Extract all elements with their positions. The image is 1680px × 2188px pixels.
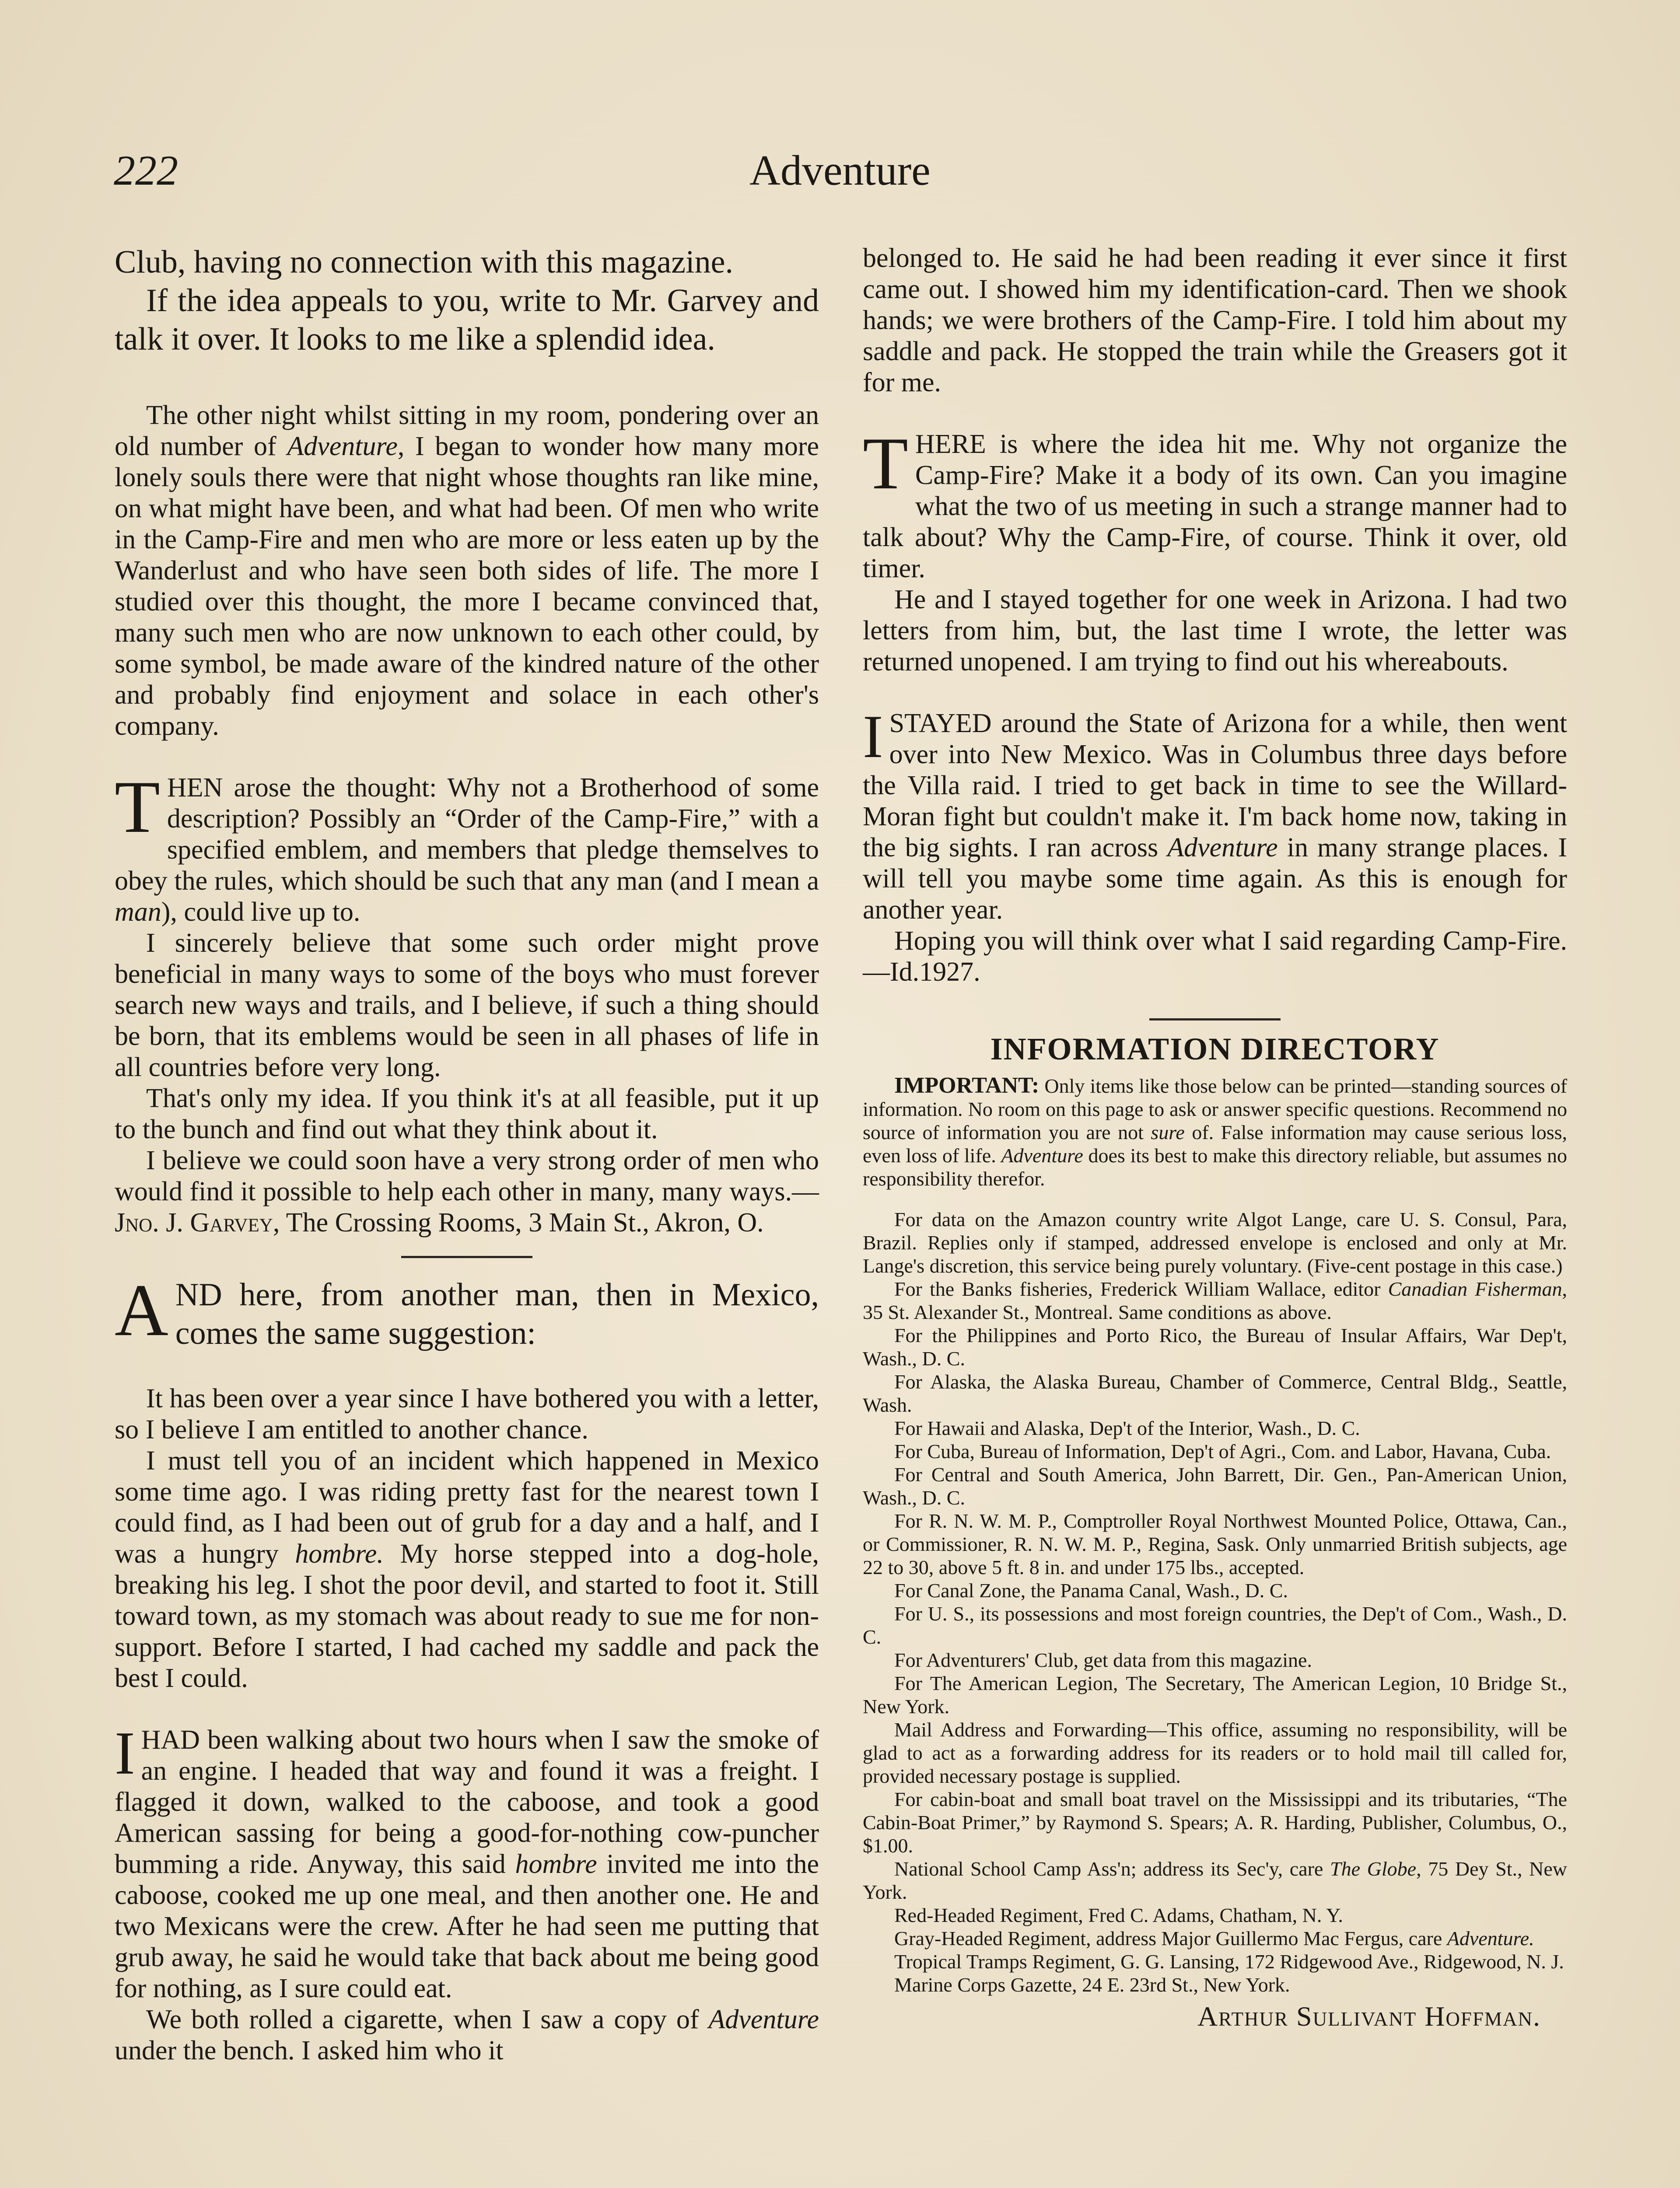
directory-entry: For cabin-boat and small boat travel on the Mississippi and its tributaries, “The Cabin-Boat Primer,” by Raymond S. Spears; A. R. Harding, Publisher, Columbus, O., $1.00. xyxy=(863,1788,1567,1857)
drop-cap: I xyxy=(863,703,883,771)
paragraph: I believe we could soon have a very strong order of men who would find it possible to help each other in many, many ways.—Jno. J. Garvey, The Crossing Rooms, 3 Main St., Akron, O. xyxy=(115,1146,819,1238)
directory-entry: For data on the Amazon country write Algot Lange, care U. S. Consul, Para, Brazil. Replies only if stamped, addressed envelope is enclosed and only at Mr. Lange's discretion, this service being purely voluntary. (Five-cent postage in this case.) xyxy=(863,1208,1567,1277)
paragraph: Club, having no connection with this magazine. xyxy=(115,244,733,280)
intro-paragraph: AND here, from another man, then in Mexico, comes the same suggestion: xyxy=(115,1269,819,1351)
drop-cap: T xyxy=(115,766,160,848)
directory-entry: For Cuba, Bureau of Information, Dep't of Agri., Com. and Labor, Havana, Cuba. xyxy=(894,1440,1551,1462)
paragraph: If the idea appeals to you, write to Mr. Garvey and talk it over. It looks to me like a splendid idea. xyxy=(115,283,819,357)
paragraph: I sincerely believe that some such order might prove beneficial in many ways to some of the boys who must forever search new ways and trails, and I believe, if such a thing should be born, that its emblems would be seen in all phases of life in all countries before very long. xyxy=(115,928,819,1082)
directory-entry: For Central and South America, John Barrett, Dir. Gen., Pan-American Union, Wash., D. C. xyxy=(863,1463,1567,1509)
paragraph: belonged to. He said he had been reading it ever since it first came out. I showed him my identification-card. Then we shook hands; we were brothers of the Camp-Fire. I told him about my saddle and pack. He stopped the train while the Greasers got it for me. xyxy=(863,243,1567,397)
directory-entry: Tropical Tramps Regiment, G. G. Lansing, 172 Ridgewood Ave., Ridgewood, N. J. xyxy=(894,1950,1564,1973)
paragraph: It has been over a year since I have bothered you with a letter, so I believe I am entitled to another chance. xyxy=(115,1384,819,1445)
section-divider xyxy=(401,1256,532,1258)
right-column xyxy=(863,243,1567,2034)
information-directory xyxy=(863,1029,1567,2034)
left-column xyxy=(115,243,819,2066)
directory-entry: Marine Corps Gazette, 24 E. 23rd St., New York. xyxy=(894,1974,1290,1996)
paragraph: I must tell you of an incident which happened in Mexico some time ago. I was riding pretty fast for the nearest town I could find, as I had been out of grub for a day and a half, and I was a hungry hombre. My horse stepped into a dog-hole, breaking his leg. I shot the poor devil, and started to foot it. Still toward town, as my stomach was about ready to sue me for non-support. Before I started, I had cached my saddle and pack the best I could. xyxy=(115,1446,819,1693)
directory-entries xyxy=(863,1208,1567,1996)
directory-entry: Mail Address and Forwarding—This office, assuming no responsibility, will be glad to act as a forwarding address for its readers or to hold mail till called for, provided necessary postage is supplied. xyxy=(863,1718,1567,1787)
paragraph: Hoping you will think over what I said regarding Camp-Fire.—Id.1927. xyxy=(863,926,1567,987)
running-title: Adventure xyxy=(749,147,931,194)
directory-entry: For the Banks fisheries, Frederick William Wallace, editor Canadian Fisherman, 35 St. Alexander St., Montreal. Same conditions as above. xyxy=(863,1278,1567,1323)
directory-entry: For The American Legion, The Secretary, The American Legion, 10 Bridge St., New York. xyxy=(863,1672,1567,1718)
page-header xyxy=(114,140,1566,201)
directory-entry: For U. S., its possessions and most foreign countries, the Dep't of Com., Wash., D. C. xyxy=(863,1602,1567,1648)
paragraph: I STAYED around the State of Arizona for a while, then went over into New Mexico. Was in Columbus three days before the Villa raid. I tried to get back in time to see the Willard-Moran fight but couldn't make it. I'm back home now, taking in the big sights. I ran across Adventure in many strange places. I will tell you maybe some time again. As this is enough for another year. xyxy=(863,703,1567,925)
paragraph: We both rolled a cigarette, when I saw a copy of Adventure under the bench. I asked him who it xyxy=(115,2005,819,2065)
directory-entry: For Canal Zone, the Panama Canal, Wash., D. C. xyxy=(894,1579,1288,1602)
paragraph: The other night whilst sitting in my room, pondering over an old number of Adventure, I began to wonder how many more lonely souls there were that night whose thoughts ran like mine, on what might have been, and what had been. Of men who write in the Camp-Fire and men who are more or less eaten up by the Wanderlust and who have seen both sides of life. The more I studied over this thought, the more I became convinced that, many such men who are now unknown to each other could, by some symbol, be made aware of the kindred nature of the other and probably find enjoyment and solace in each other's company. xyxy=(115,400,819,741)
directory-entry: Red-Headed Regiment, Fred C. Adams, Chatham, N. Y. xyxy=(894,1904,1343,1926)
directory-entry: For Hawaii and Alaska, Dep't of the Interior, Wash., D. C. xyxy=(894,1417,1360,1439)
directory-title: INFORMATION DIRECTORY xyxy=(990,1031,1440,1066)
page-number: 222 xyxy=(114,147,178,194)
directory-important-note: IMPORTANT: Only items like those below can be printed—standing sources of information. No room on this page to ask or answer specific questions. Recommend no source of information you are not sure of. False information may cause serious loss, even loss of life. Adventure does its best to make this directory reliable, but assumes no responsibility therefor. xyxy=(863,1073,1568,1190)
directory-entry: For Adventurers' Club, get data from this magazine. xyxy=(894,1649,1312,1671)
directory-entry: National School Camp Ass'n; address its Sec'y, care The Globe, 75 Dey St., New York. xyxy=(863,1858,1568,1903)
paragraph: THEN arose the thought: Why not a Brotherhood of some description? Possibly an “Order of the Camp-Fire,” with a specified emblem, and members that pledge themselves to obey the rules, which should be such that any man (and I mean a man), could live up to. xyxy=(115,766,819,927)
directory-entry: For the Philippines and Porto Rico, the Bureau of Insular Affairs, War Dep't, Wash., D. C. xyxy=(863,1324,1567,1370)
paragraph: That's only my idea. If you think it's at all feasible, put it up to the bunch and find out what they think about it. xyxy=(115,1083,819,1144)
drop-cap: T xyxy=(863,422,908,505)
author-signature: Jno. J. Garvey xyxy=(115,1208,273,1238)
drop-cap: A xyxy=(115,1269,168,1351)
directory-entry: Gray-Headed Regiment, address Major Guillermo Mac Fergus, care Adventure. xyxy=(894,1927,1534,1950)
editor-signature: Arthur Sullivant Hoffman. xyxy=(1197,2001,1541,2032)
paragraph: He and I stayed together for one week in Arizona. I had two letters from him, but, the last time I wrote, the letter was returned unopened. I am trying to find out his whereabouts. xyxy=(863,585,1567,677)
letter-mexico xyxy=(115,1383,819,2066)
section-divider xyxy=(1149,1018,1281,1020)
drop-cap: I xyxy=(115,1719,135,1787)
directory-entry: For R. N. W. M. P., Comptroller Royal Northwest Mounted Police, Ottawa, Can., or Commissioner, R. N. W. M. P., Regina, Sask. Only unmarried British subjects, age 22 to 30, above 5 ft. 8 in. and under 175 lbs., accepted. xyxy=(863,1510,1567,1578)
paragraph: I HAD been walking about two hours when I saw the smoke of an engine. I headed that way and found it was a freight. I flagged it down, walked to the caboose, and took a good American sassing for being a good-for-nothing cow-puncher bumming a ride. Anyway, this said hombre invited me into the caboose, cooked me up one meal, and then another one. He and two Mexicans were the crew. After he had seen me putting that grub away, he said he would take that back about me being good for nothing, as I sure could eat. xyxy=(115,1719,819,2003)
letter-garvey xyxy=(115,400,819,1238)
paragraph: THERE is where the idea hit me. Why not organize the Camp-Fire? Make it a body of its own. Can you imagine what the two of us meeting in such a strange manner had to talk about? Why the Camp-Fire, of course. Think it over, old timer. xyxy=(863,422,1567,583)
directory-entry: For Alaska, the Alaska Bureau, Chamber of Commerce, Central Bldg., Seattle, Wash. xyxy=(863,1371,1567,1416)
